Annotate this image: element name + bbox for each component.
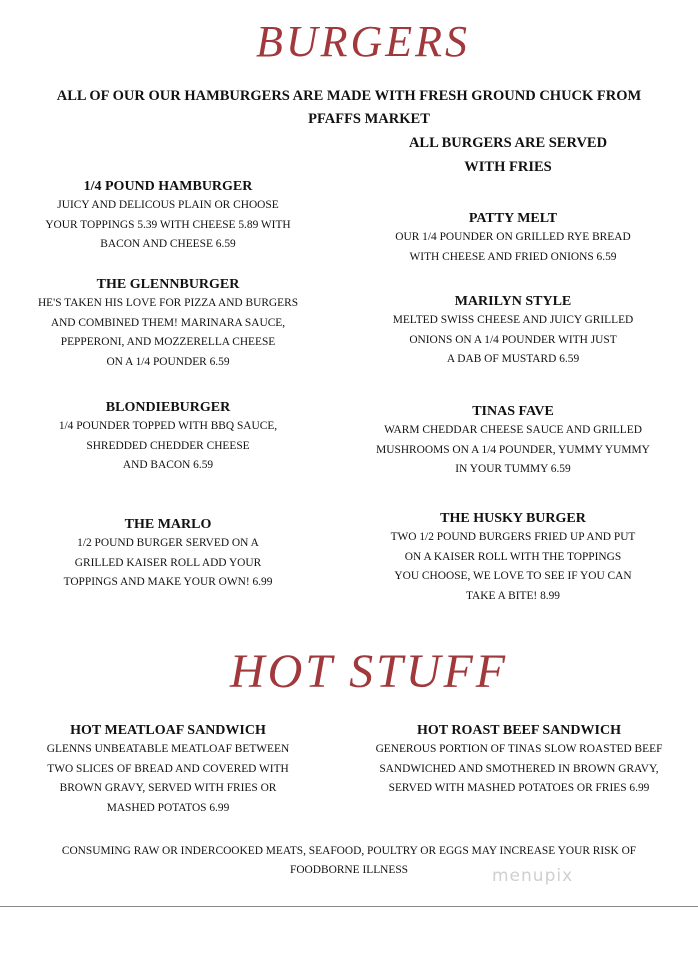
item-desc-line: A DAB OF MUSTARD 6.59 bbox=[446, 353, 580, 366]
menupix-watermark: menupix bbox=[492, 866, 574, 886]
item-desc-line: AND COMBINED THEM! MARINARA SAUCE, bbox=[50, 316, 286, 329]
burgers-intro-line1: ALL OF OUR OUR HAMBURGERS ARE MADE WITH FRESH GROUND CHUCK FROM bbox=[56, 88, 642, 104]
item-desc-line: GENEROUS PORTION OF TINAS SLOW ROASTED BEEF bbox=[375, 743, 663, 755]
item-desc-line: YOUR TOPPINGS 5.39 WITH CHEESE 5.89 WITH bbox=[45, 218, 291, 231]
item-name: BLONDIEBURGER bbox=[105, 400, 231, 415]
menu-item-the-marlo bbox=[0, 516, 336, 593]
disclaimer-line1: CONSUMING RAW OR INDERCOOKED MEATS, SEAFOOD, POULTRY OR EGGS MAY INCREASE YOUR RISK OF bbox=[61, 845, 637, 857]
menu-item-glennburger bbox=[0, 276, 336, 372]
item-desc-line: IN YOUR TUMMY 6.59 bbox=[455, 463, 571, 476]
item-desc-line: AND BACON 6.59 bbox=[122, 459, 214, 472]
item-desc-line: BROWN GRAVY, SERVED WITH FRIES OR bbox=[59, 782, 277, 795]
item-desc-line: 1/4 POUNDER TOPPED WITH BBQ SAUCE, bbox=[58, 420, 278, 432]
next-page-edge bbox=[0, 906, 698, 961]
item-name: THE GLENNBURGER bbox=[96, 277, 240, 292]
item-desc-line: TWO 1/2 POUND BURGERS FRIED UP AND PUT bbox=[390, 531, 636, 543]
item-desc-line: HE'S TAKEN HIS LOVE FOR PIZZA AND BURGERS bbox=[37, 297, 299, 309]
item-name: THE HUSKY BURGER bbox=[440, 511, 586, 526]
item-desc-line: TWO SLICES OF BREAD AND COVERED WITH bbox=[47, 762, 289, 775]
item-desc-line: MELTED SWISS CHEESE AND JUICY GRILLED bbox=[392, 314, 634, 326]
item-desc-line: ONIONS ON A 1/4 POUNDER WITH JUST bbox=[409, 333, 617, 346]
item-desc-line: SERVED WITH MASHED POTATOES OR FRIES 6.99 bbox=[388, 782, 650, 795]
item-desc-line: GRILLED KAISER ROLL ADD YOUR bbox=[74, 556, 262, 569]
menu-item-hot-roast-beef-sandwich bbox=[350, 722, 688, 799]
item-name: 1/4 POUND HAMBURGER bbox=[83, 179, 253, 194]
item-desc-line: TAKE A BITE! 8.99 bbox=[466, 589, 560, 602]
item-desc-line: BACON AND CHEESE 6.59 bbox=[100, 238, 236, 251]
item-desc-line: 1/2 POUND BURGER SERVED ON A bbox=[77, 537, 259, 549]
item-desc-line: MUSHROOMS ON A 1/4 POUNDER, YUMMY YUMMY bbox=[376, 443, 650, 456]
fries-note-line2: WITH FRIES bbox=[464, 159, 552, 175]
item-desc-line: PEPPERONI, AND MOZZERELLA CHEESE bbox=[60, 336, 276, 349]
item-desc-line: SHREDDED CHEDDER CHEESE bbox=[86, 439, 250, 452]
menu-item-hot-meatloaf-sandwich bbox=[0, 722, 336, 818]
item-desc-line: OUR 1/4 POUNDER ON GRILLED RYE BREAD bbox=[395, 231, 631, 243]
menu-item-blondieburger bbox=[0, 399, 336, 476]
item-name: TINAS FAVE bbox=[472, 404, 554, 419]
item-desc-line: ON A KAISER ROLL WITH THE TOPPINGS bbox=[404, 550, 622, 563]
item-name: THE MARLO bbox=[124, 517, 212, 532]
menu-item-husky-burger bbox=[358, 510, 668, 606]
item-desc-line: SANDWICHED AND SMOTHERED IN BROWN GRAVY, bbox=[379, 762, 659, 775]
item-desc-line: WARM CHEDDAR CHEESE SAUCE AND GRILLED bbox=[384, 424, 642, 436]
item-desc-line: JUICY AND DELICOUS PLAIN OR CHOOSE bbox=[57, 199, 279, 211]
item-name: HOT MEATLOAF SANDWICH bbox=[70, 723, 266, 738]
menu-item-tinas-fave bbox=[358, 403, 668, 480]
burgers-intro-line2: PFAFFS MARKET bbox=[308, 111, 430, 127]
burgers-heading: BURGERS bbox=[255, 17, 471, 66]
item-desc-line: GLENNS UNBEATABLE MEATLOAF BETWEEN bbox=[46, 743, 290, 755]
disclaimer-line2: FOODBORNE ILLNESS bbox=[289, 864, 409, 876]
item-desc-line: ON A 1/4 POUNDER 6.59 bbox=[106, 355, 230, 368]
item-name: MARILYN STYLE bbox=[454, 294, 572, 309]
menu-item-quarter-pound-hamburger bbox=[0, 178, 336, 255]
menu-item-marilyn-style bbox=[358, 293, 668, 370]
item-desc-line: WITH CHEESE AND FRIED ONIONS 6.59 bbox=[409, 250, 617, 263]
menu-item-patty-melt bbox=[358, 210, 668, 267]
item-name: PATTY MELT bbox=[468, 211, 558, 226]
item-desc-line: TOPPINGS AND MAKE YOUR OWN! 6.99 bbox=[63, 576, 273, 589]
item-desc-line: YOU CHOOSE, WE LOVE TO SEE IF YOU CAN bbox=[394, 570, 632, 583]
fries-note-line1: ALL BURGERS ARE SERVED bbox=[408, 135, 608, 151]
item-desc-line: MASHED POTATOS 6.99 bbox=[106, 801, 230, 814]
hot-stuff-heading: HOT STUFF bbox=[229, 645, 509, 698]
item-name: HOT ROAST BEEF SANDWICH bbox=[417, 723, 621, 738]
